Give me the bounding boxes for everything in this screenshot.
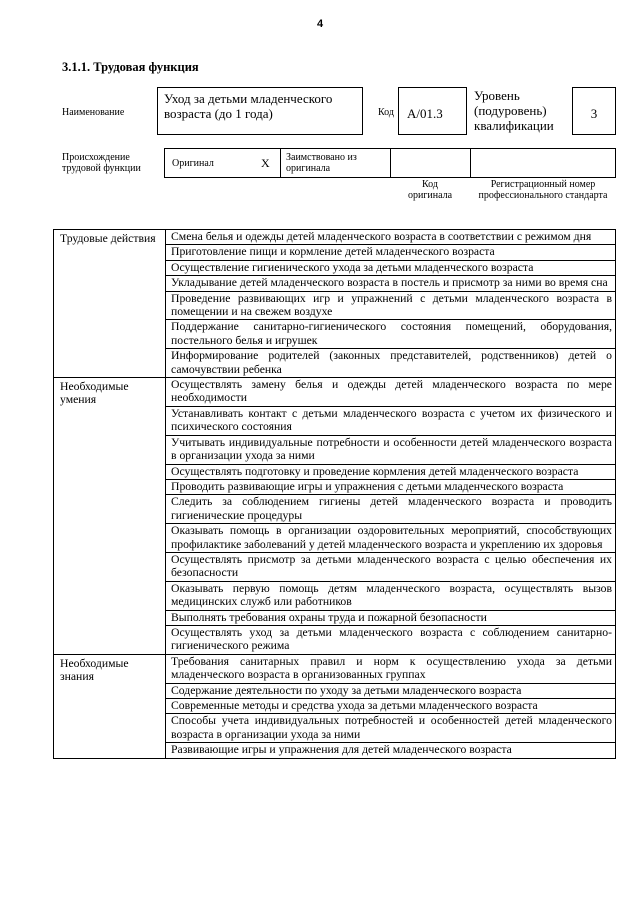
item-cell: Информирование родителей (законных представителей, родственников) детей о самочувствии ребенка	[166, 349, 616, 378]
page-number: 4	[316, 18, 324, 30]
item-cell: Осуществлять замену белья и одежды детей младенческого возраста по мере необходимости	[166, 378, 616, 407]
name-label: Наименование	[62, 107, 125, 118]
item-cell: Выполнять требования охраны труда и пожарной безопасности	[166, 610, 616, 625]
item-cell: Требования санитарных правил и норм к осуществлению ухода за детьми младенческого возраста в организованных группах	[166, 654, 616, 683]
section-title: 3.1.1. Трудовая функция	[62, 60, 199, 74]
table-row	[54, 378, 616, 407]
item-cell: Осуществление гигиенического ухода за детьми младенческого возраста	[166, 260, 616, 275]
item-cell: Современные методы и средства ухода за детьми младенческого возраста	[166, 699, 616, 714]
item-cell: Устанавливать контакт с детьми младенческого возраста с учетом их физического и психического состояния	[166, 406, 616, 435]
code-label: Код	[378, 107, 394, 118]
item-cell: Укладывание детей младенческого возраста в постель и присмотр за ними во время сна	[166, 276, 616, 291]
category-cell: Необходимые знания	[54, 654, 166, 758]
category-cell: Необходимые умения	[54, 378, 166, 655]
table-row	[54, 230, 616, 245]
item-cell: Осуществлять уход за детьми младенческого возраста с соблюдением санитарно-гигиенического режима	[166, 625, 616, 654]
code-value-box	[398, 87, 467, 135]
item-cell: Приготовление пищи и кормление детей младенческого возраста	[166, 245, 616, 260]
item-cell: Содержание деятельности по уходу за детьми младенческого возраста	[166, 683, 616, 698]
item-cell: Осуществлять присмотр за детьми младенческого возраста с целью обеспечения их безопасности	[166, 552, 616, 581]
code-value: А/01.3	[407, 106, 443, 121]
name-value: Уход за детьми младенческого возраста (до 1 года)	[164, 91, 333, 121]
code-original-caption: Код оригинала	[407, 179, 453, 201]
level-value-box	[572, 87, 616, 135]
item-cell: Развивающие игры и упражнения для детей младенческого возраста	[166, 743, 616, 758]
item-cell: Проведение развивающих игр и упражнений с детьми младенческого возраста в помещении и на свежем воздухе	[166, 291, 616, 320]
origin-box	[164, 148, 616, 178]
item-cell: Учитывать индивидуальные потребности и особенности детей младенческого возраста в организации ухода за ними	[166, 435, 616, 464]
reg-number-caption: Регистрационный номер профессионального стандарта	[478, 179, 608, 201]
item-cell: Смена белья и одежды детей младенческого возраста в соответствии с режимом дня	[166, 230, 616, 245]
item-cell: Оказывать первую помощь детям младенческого возраста, осуществлять вызов медицинских служб или работников	[166, 581, 616, 610]
item-cell: Осуществлять подготовку и проведение кормления детей младенческого возраста	[166, 464, 616, 479]
level-label: Уровень (подуровень) квалификации	[474, 88, 554, 133]
item-cell: Оказывать помощь в организации оздоровительных мероприятий, способствующих профилактике заболеваний у детей младенческого возраста и укреплению их здоровья	[166, 524, 616, 553]
origin-label: Происхождение трудовой функции	[62, 152, 141, 174]
item-cell: Проводить развивающие игры и упражнения с детьми младенческого возраста	[166, 479, 616, 494]
level-value: 3	[590, 106, 598, 121]
borrowed-label: Заимствовано из оригинала	[286, 152, 357, 174]
original-label: Оригинал	[172, 158, 214, 169]
item-cell: Способы учета индивидуальных потребностей и особенностей детей младенческого возраста в организации ухода за ними	[166, 714, 616, 743]
table-row	[54, 654, 616, 683]
function-table	[53, 229, 616, 759]
item-cell: Следить за соблюдением гигиены детей младенческого возраста и проводить гигиенические процедуры	[166, 495, 616, 524]
item-cell: Поддержание санитарно-гигиенического состояния помещений, оборудования, постельного белья и игрушек	[166, 320, 616, 349]
name-value-box	[157, 87, 363, 135]
category-cell: Трудовые действия	[54, 230, 166, 378]
original-mark: X	[261, 156, 270, 170]
